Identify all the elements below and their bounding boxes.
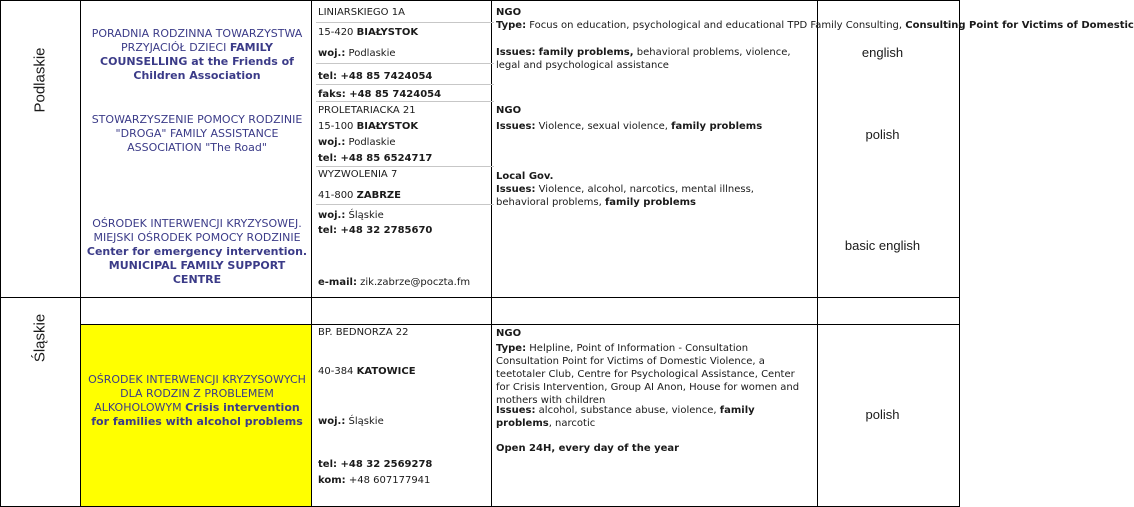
address-city-line — [318, 120, 418, 133]
woj-label: woj.: — [318, 210, 346, 221]
issues-text: Violence, sexual violence, — [538, 121, 668, 132]
org-name-polish: OŚRODEK INTERWENCJI KRYZYSOWYCH DLA RODZIN Z PROBLEMEM ALKOHOLOWYM — [88, 373, 306, 414]
address-divider — [316, 63, 494, 64]
language-cell: basic english — [844, 238, 921, 253]
issues-bold: family problems — [496, 405, 755, 429]
col-border-info — [817, 0, 818, 507]
tel-value: +48 32 2785670 — [340, 225, 433, 236]
hours-text: Open 24H, every day of the year — [496, 443, 680, 454]
org-name-english: FAMILY COUNSELLING at the Friends of Children Association — [100, 41, 294, 82]
issues-text: behavioral problems, violence, legal and psychological assistance — [496, 47, 791, 71]
org-issues — [496, 183, 796, 208]
postal-code: 40-384 — [318, 366, 354, 377]
issues-text: alcohol, substance abuse, violence, — [538, 405, 717, 416]
org-type-label — [496, 170, 553, 183]
address-woj-line — [318, 209, 384, 222]
region-label-podlaskie: Podlaskie — [31, 47, 49, 113]
tel-value: +48 85 7424054 — [340, 71, 433, 82]
table-border-top — [0, 0, 960, 1]
type-label-text: NGO — [496, 105, 522, 116]
address-fax-line — [318, 88, 441, 101]
woj-label: woj.: — [318, 416, 346, 427]
woj-value: Śląskie — [348, 210, 384, 221]
address-street: PROLETARIACKA 21 — [318, 105, 416, 116]
region-separator — [0, 297, 960, 298]
org-name-polish: PORADNIA RODZINNA TOWARZYSTWA PRZYJACIÓŁ DZIECI — [91, 27, 303, 54]
issues-bold: family problems, — [538, 47, 634, 58]
tel-label: tel: — [318, 71, 337, 82]
type-label-text: NGO — [496, 7, 522, 18]
fax-value: +48 85 7424054 — [349, 89, 442, 100]
org-name-english: FAMILY ASSISTANCE ASSOCIATION "The Road" — [127, 127, 279, 154]
issues-label: Issues: — [496, 184, 536, 195]
woj-value: Podlaskie — [348, 48, 396, 59]
city: BIAŁYSTOK — [356, 27, 419, 38]
tel-value: +48 32 2569278 — [340, 459, 433, 470]
issues-label: Issues: — [496, 47, 536, 58]
address-tel-line — [318, 152, 432, 165]
org-name-english: Crisis intervention for families with alcohol problems — [91, 401, 303, 428]
issues-bold: family problems — [671, 121, 763, 132]
email-label: e-mail: — [318, 277, 357, 288]
address-divider — [316, 166, 494, 167]
city: ZABRZE — [356, 190, 402, 201]
fax-label: faks: — [318, 89, 346, 100]
woj-label: woj.: — [318, 48, 346, 59]
col-border-address — [491, 0, 492, 507]
org-type-label — [496, 6, 521, 19]
issues-label: Issues: — [496, 405, 536, 416]
address-tel-line — [318, 70, 432, 83]
tel-value: +48 85 6524717 — [340, 153, 433, 164]
woj-value: Podlaskie — [348, 137, 396, 148]
address-tel-line — [318, 224, 432, 237]
org-name-cell — [83, 27, 311, 83]
address-divider — [316, 22, 494, 23]
address-city-line — [318, 365, 416, 378]
type-bold: Consulting Point for Victims of Domestic — [905, 20, 1134, 31]
col-border-left — [0, 0, 1, 507]
org-name-english: MUNICIPAL FAMILY SUPPORT CENTRE — [108, 259, 286, 286]
address-divider — [316, 101, 494, 102]
kom-label: kom: — [318, 475, 346, 486]
postal-code: 15-100 — [318, 121, 354, 132]
tel-label: tel: — [318, 153, 337, 164]
address-woj-line — [318, 136, 396, 149]
row-separator — [81, 324, 960, 325]
type-prefix: Type: — [496, 20, 527, 31]
woj-value: Śląskie — [348, 416, 384, 427]
city: KATOWICE — [356, 366, 416, 377]
address-email-line — [318, 276, 470, 289]
city: BIAŁYSTOK — [356, 121, 419, 132]
type-text: Focus on education, psychological and educational TPD Family Consulting, — [529, 20, 903, 31]
org-type-desc — [496, 19, 1134, 32]
org-name-cell — [86, 373, 308, 429]
language-cell: polish — [865, 127, 900, 142]
org-type-label — [496, 327, 521, 340]
address-city-line — [318, 189, 401, 202]
postal-code: 15-420 — [318, 27, 354, 38]
address-divider — [316, 204, 494, 205]
col-border-org — [311, 0, 312, 507]
woj-label: woj.: — [318, 137, 346, 148]
tel-label: tel: — [318, 459, 337, 470]
issues-label: Issues: — [496, 121, 536, 132]
org-name-cell — [83, 113, 311, 155]
issues-bold: family problems — [604, 197, 697, 208]
org-name-polish: OŚRODEK INTERWENCJI KRYZYSOWEJ. MIEJSKI OŚRODEK POMOCY RODZINIE — [92, 217, 302, 244]
language-cell: polish — [865, 407, 900, 422]
type-label-text: NGO — [496, 328, 522, 339]
opening-hours — [496, 442, 679, 455]
org-issues — [496, 120, 762, 133]
org-issues — [496, 46, 814, 71]
type-prefix: Type: — [496, 343, 527, 354]
type-text: Helpline, Point of Information - Consultation Consultation Point for Victims of Domestic Violence, a teetotaler Club, Centre for Psychological Assistance, Center for Crisis Intervention, Group AI Anon, House for women and mothers with children — [496, 343, 800, 406]
postal-code: 41-800 — [318, 190, 354, 201]
address-street: BP. BEDNORZA 22 — [318, 327, 409, 338]
address-tel-line — [318, 458, 432, 471]
org-issues — [496, 404, 801, 430]
address-street: WYZWOLENIA 7 — [318, 169, 398, 180]
type-label-text: Local Gov. — [496, 171, 554, 182]
email-value: zik.zabrze@poczta.fm — [360, 277, 471, 288]
col-border-right — [959, 0, 960, 507]
address-woj-line — [318, 415, 384, 428]
language-cell: english — [861, 45, 904, 60]
address-divider — [316, 84, 494, 85]
kom-value: +48 607177941 — [348, 475, 431, 486]
org-type-label — [496, 104, 521, 117]
region-label-slaskie: Śląskie — [31, 313, 49, 363]
org-name-polish: STOWARZYSZENIE POMOCY RODZINIE "DROGA" — [91, 113, 303, 140]
address-street: LINIARSKIEGO 1A — [318, 7, 405, 18]
address-woj-line — [318, 47, 396, 60]
issues-text: Violence, alcohol, narcotics, mental illness, behavioral problems, — [496, 184, 754, 208]
address-city-line — [318, 26, 418, 39]
tel-label: tel: — [318, 225, 337, 236]
org-type-desc — [496, 342, 801, 407]
col-border-region — [80, 0, 81, 507]
org-name-english-crisis: Center for emergency intervention. — [86, 245, 308, 258]
issues-tail: , narcotic — [548, 418, 596, 429]
org-name-cell — [83, 217, 311, 287]
address-kom-line — [318, 474, 430, 487]
